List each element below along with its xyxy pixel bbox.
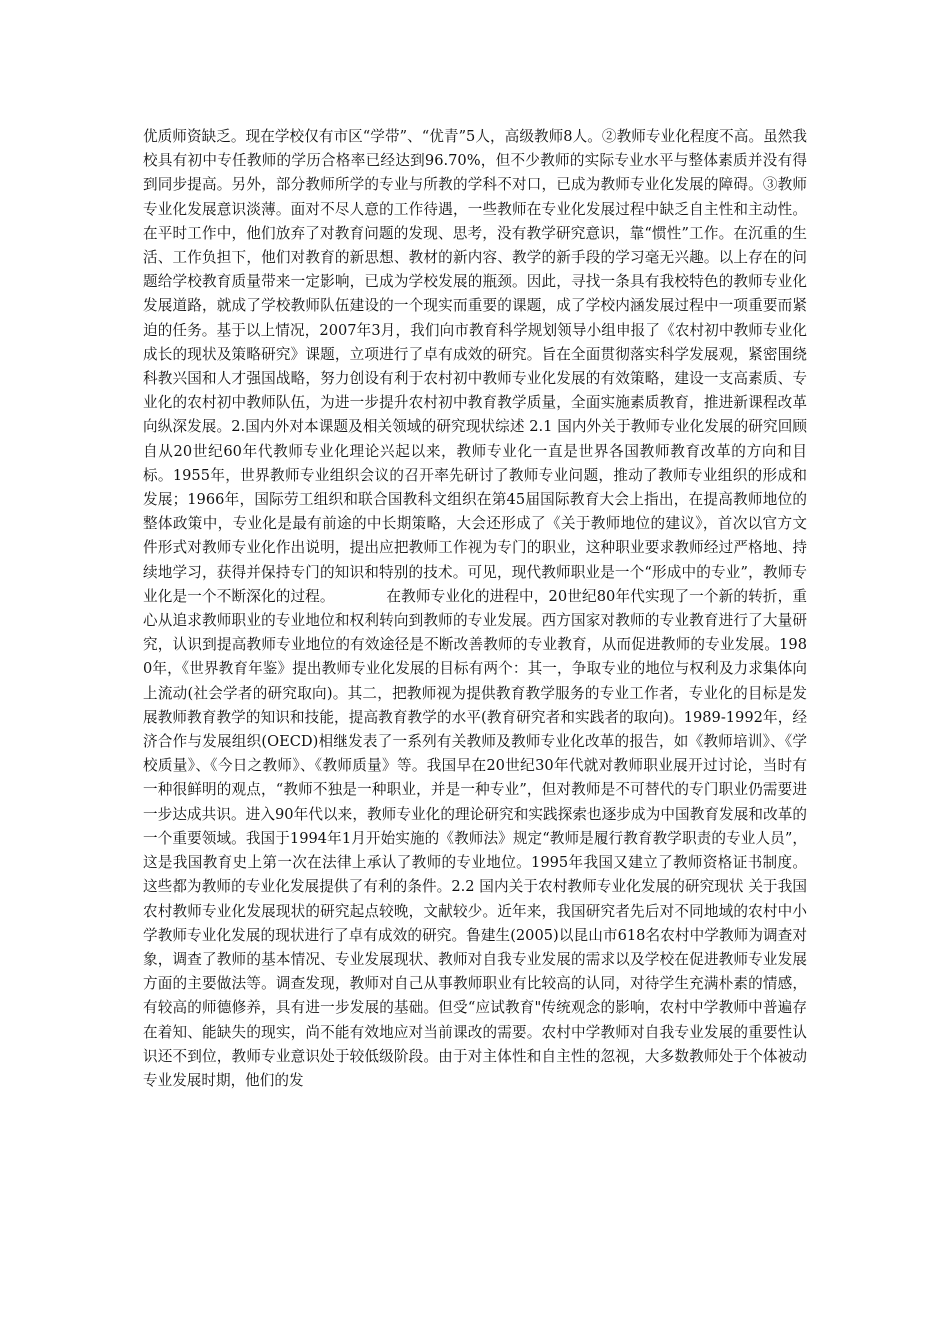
body-paragraph: 优质师资缺乏。现在学校仅有市区“学带”、“优青”5人，高级教师8人。②教师专业化程度不高。虽然我校具有初中专任教师的学历合格率已经达到96.70%，但不少教师的实际专业水平与整体素质并没有得到同步提高。另外，部分教师所学的专业与所教的学科不对口，已成为教师专业化发展的障碍。③教师专业化发展意识淡薄。面对不尽人意的工作待遇，一些教师在专业化发展过程中缺乏自主性和主动性。在平时工作中，他们放弃了对教育问题的发现、思考，没有教学研究意识，靠“惯性”工作。在沉重的生活、工作负担下，他们对教育的新思想、教材的新内容、教学的新手段的学习毫无兴趣。以上存在的问题给学校教育质量带来一定影响，已成为学校发展的瓶颈。因此，寻找一条具有我校特色的教师专业化发展道路，就成了学校教师队伍建设的一个现实而重要的课题，成了学校内涵发展过程中一项重要而紧迫的任务。基于以上情况，2007年3月，我们向市教育科学规划领导小组申报了《农村初中教师专业化成长的现状及策略研究》课题，立项进行了卓有成效的研究。旨在全面贯彻落实科学发展观，紧密围绕科教兴国和人才强国战略，努力创设有利于农村初中教师专业化发展的有效策略，建设一支高素质、专业化的农村初中教师队伍，为进一步提升农村初中教育教学质量，全面实施素质教育，推进新课程改革向纵深发展。2.国内外对本课题及相关领域的研究现状综述 2.1 国内外关于教师专业化发展的研究回顾 自从20世纪60年代教师专业化理论兴起以来，教师专业化一直是世界各国教师教育改革的方向和目标。1955年，世界教师专业组织会议的召开率先研讨了教师专业问题，推动了教师专业组织的形成和发展；1966年，国际劳工组织和联合国教科文组织在第45届国际教育大会上指出，在提高教师地位的整体政策中，专业化是最有前途的中长期策略，大会还形成了《关于教师地位的建议》，首次以官方文件形式对教师专业化作出说明，提出应把教师工作视为专门的职业，这种职业要求教师经过严格地、持续地学习，获得并保持专门的知识和特别的技术。可见，现代教师职业是一个“形成中的专业”，教师专业化是一个不断深化的过程。 在教师专业化的进程中，20世纪80年代实现了一个新的转折，重心从追求教师职业的专业地位和权利转向到教师的专业发展。西方国家对教师的专业教育进行了大量研究，认识到提高教师专业地位的有效途径是不断改善教师的专业教育，从而促进教师的专业发展。1980年，《世界教育年鉴》提出教师专业化发展的目标有两个：其一，争取专业的地位与权利及力求集体向上流动(社会学者的研究取向)。其二，把教师视为提供教育教学服务的专业工作者，专业化的目标是发展教师教育教学的知识和技能，提高教育教学的水平(教育研究者和实践者的取向)。1989-1992年，经济合作与发展组织(OECD)相继发表了一系列有关教师及教师专业化改革的报告，如《教师培训》、《学校质量》、《今日之教师》、《教师质量》等。我国早在20世纪30年代就对教师职业展开过讨论，当时有一种很鲜明的观点，“教师不独是一种职业，并是一种专业”，但对教师是不可替代的专门职业仍需要进一步达成共识。进入90年代以来，教师专业化的理论研究和实践探索也逐步成为中国教育发展和改革的一个重要领域。我国于1994年1月开始实施的《教师法》规定“教师是履行教育教学职责的专业人员”，这是我国教育史上第一次在法律上承认了教师的专业地位。1995年我国又建立了教师资格证书制度。这些都为教师的专业化发展提供了有利的条件。2.2 国内关于农村教师专业化发展的研究现状 关于我国农村教师专业化发展现状的研究起点较晚，文献较少。近年来，我国研究者先后对不同地域的农村中小学教师专业化发展的现状进行了卓有成效的研究。鲁建生(2005)以昆山市618名农村中学教师为调查对象，调查了教师的基本情况、专业发展现状、教师对自我专业发展的需求以及学校在促进教师专业发展方面的主要做法等。调查发现，教师对自己从事教师职业有比较高的认同，对待学生充满朴素的情感，有较高的师德修养，具有进一步发展的基础。但受“应试教育"传统观念的影响，农村中学教师中普遍存在着知、能缺失的现实，尚不能有效地应对当前课改的需要。农村中学教师对自我专业发展的重要性认识还不到位，教师专业意识处于较低级阶段。由于对主体性和自主性的忽视，大多数教师处于个体被动专业发展时期，他们的发 [143, 128, 807, 1089]
document-body [143, 125, 807, 1093]
